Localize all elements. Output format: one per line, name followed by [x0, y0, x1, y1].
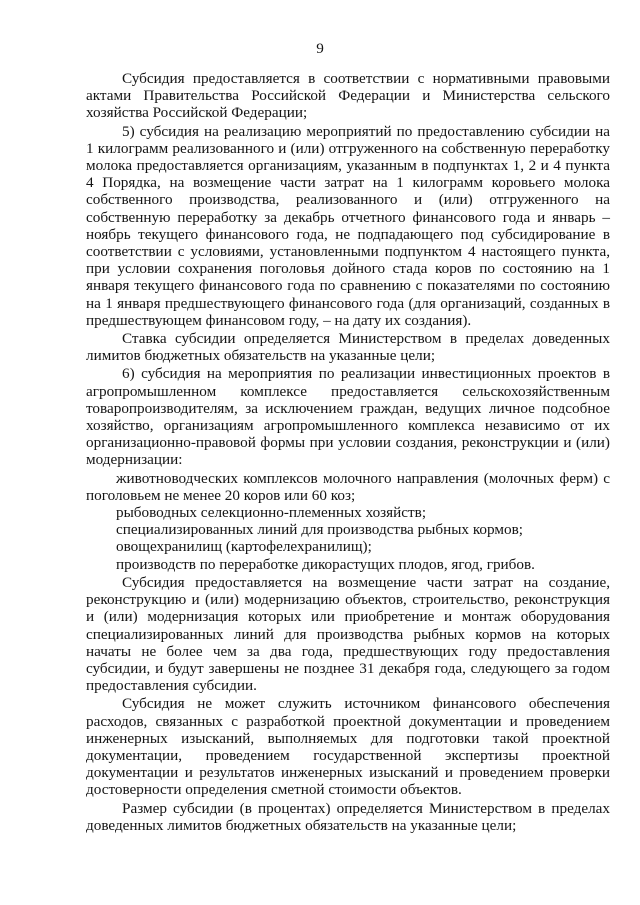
- paragraph-3: Ставка субсидии определяется Министерством в пределах доведенных лимитов бюджетных обязательств на указанные цели;: [86, 330, 610, 365]
- paragraph-7: Размер субсидии (в процентах) определяется Министерством в пределах доведенных лимитов бюджетных обязательств на указанные цели;: [86, 799, 610, 834]
- paragraph-4: 6) субсидия на мероприятия по реализации инвестиционных проектов в агропромышленном комплексе предоставляется сельскохозяйственным товаропроизводителям, за исключением граждан, ведущих личное подсобное хозяйство, организациям агропромышленного комплекса независимо от их организационно-правовой формы при условии создания, реконструкции и (или) модернизации:: [86, 365, 610, 469]
- page-number: 9: [316, 40, 324, 57]
- list-item-1: животноводческих комплексов молочного направления (молочных ферм) с поголовьем не менее 20 коров или 60 коз;: [86, 469, 610, 504]
- paragraph-5: Субсидия предоставляется на возмещение части затрат на создание, реконструкцию и (или) модернизацию объектов, строительство, реконструкция и (или) модернизация которых или приобретение и монтаж оборудования специализированных линий для производства рыбных кормов на которых начаты не более чем за два года, предшествующих году предоставления субсидии, и будут завершены не позднее 31 декабря года, следующего за годом предоставления субсидии.: [86, 573, 610, 695]
- list-item-4: овощехранилищ (картофелехранилищ);: [116, 538, 372, 556]
- paragraph-2: 5) субсидия на реализацию мероприятий по предоставлению субсидии на 1 килограмм реализованного и (или) отгруженного на собственную переработку молока предоставляется организациям, указанным в подпунктах 1, 2 и 4 пункта 4 Порядка, на возмещение части затрат на 1 килограмм коровьего молока собственного производства, реализованного и (или) отгруженного на собственную переработку за декабрь отчетного финансового года и январь – ноябрь текущего финансового года, не подпадающего под субсидирование в соответствии с условиями, установленными подпунктом 4 настоящего пункта, при условии сохранения поголовья дойного стада коров по состоянию на 1 января текущего финансового года по сравнению с показателями по состоянию на 1 января предшествующего финансового года (для организаций, созданных в предшествующем финансовом году, – на дату их создания).: [86, 122, 610, 329]
- document-body: [86, 70, 610, 834]
- list-item-5: производств по переработке дикорастущих плодов, ягод, грибов.: [116, 555, 535, 573]
- paragraph-6: Субсидия не может служить источником финансового обеспечения расходов, связанных с разработкой проектной документации и проведением инженерных изысканий, выполняемых для подготовки такой проектной документации, проведением государственной экспертизы проектной документации и результатов инженерных изысканий и проведением проверки достоверности определения сметной стоимости объектов.: [86, 695, 610, 799]
- list-item-3: специализированных линий для производства рыбных кормов;: [116, 521, 523, 539]
- list-item-2: рыбоводных селекционно-племенных хозяйств;: [116, 504, 427, 522]
- paragraph-1: Субсидия предоставляется в соответствии с нормативными правовыми актами Правительства Российской Федерации и Министерства сельского хозяйства Российской Федерации;: [86, 70, 610, 122]
